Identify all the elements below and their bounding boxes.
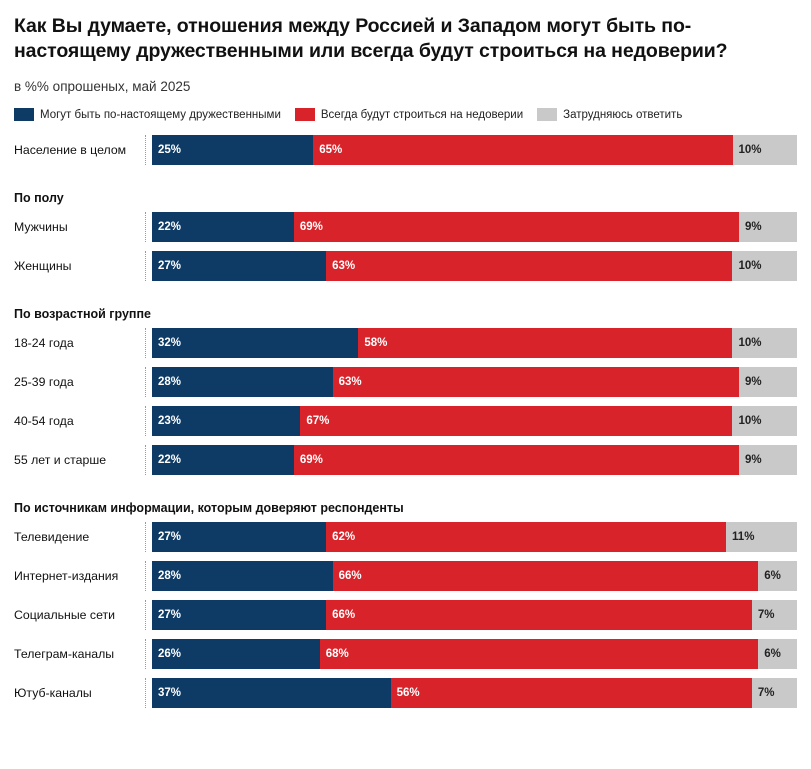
- bar-segment[interactable]: [333, 561, 759, 591]
- bar-segment-value: 27%: [158, 609, 182, 622]
- bar-segment[interactable]: [391, 678, 752, 708]
- stacked-bar: [152, 212, 797, 242]
- bar-segment-value: 7%: [757, 687, 775, 700]
- row-label: Население в целом: [14, 135, 146, 165]
- bar-segment[interactable]: [326, 600, 752, 630]
- bar-segment-value: 69%: [299, 454, 323, 467]
- stacked-bar: [152, 328, 797, 358]
- bar-segment-value: 9%: [744, 454, 762, 467]
- bar-segment-value: 10%: [738, 260, 762, 273]
- bar-segment-value: 68%: [325, 648, 349, 661]
- bar-segment[interactable]: [732, 251, 797, 281]
- bar-segment-value: 11%: [732, 531, 755, 544]
- chart-row: [14, 522, 797, 552]
- legend-item[interactable]: [14, 108, 281, 121]
- row-label: 18-24 года: [14, 328, 146, 358]
- stacked-bar: [152, 678, 797, 708]
- bar-segment[interactable]: [152, 600, 326, 630]
- bar-segment[interactable]: [294, 445, 739, 475]
- group-header: По полу: [14, 191, 64, 206]
- bar-segment[interactable]: [758, 639, 797, 669]
- bar-segment-value: 10%: [738, 144, 762, 157]
- bar-segment[interactable]: [358, 328, 732, 358]
- bar-segment[interactable]: [152, 561, 333, 591]
- chart-row: [14, 406, 797, 436]
- bar-segment[interactable]: [732, 406, 797, 436]
- bar-segment[interactable]: [152, 135, 313, 165]
- stacked-bar: [152, 251, 797, 281]
- bar-segment[interactable]: [152, 367, 333, 397]
- bar-segment[interactable]: [758, 561, 797, 591]
- bar-segment[interactable]: [326, 522, 726, 552]
- bar-segment[interactable]: [152, 406, 300, 436]
- bar-segment-value: 32%: [158, 337, 182, 350]
- bar-segment[interactable]: [152, 678, 391, 708]
- bar-segment-value: 63%: [332, 260, 356, 273]
- bar-segment-value: 22%: [158, 454, 182, 467]
- bar-segment[interactable]: [152, 212, 294, 242]
- stacked-bar: [152, 522, 797, 552]
- bar-segment[interactable]: [739, 445, 797, 475]
- bar-segment-value: 66%: [338, 570, 362, 583]
- bar-segment[interactable]: [152, 522, 326, 552]
- bar-segment-value: 25%: [158, 144, 182, 157]
- bar-segment-value: 22%: [158, 221, 182, 234]
- bar-segment[interactable]: [333, 367, 739, 397]
- legend-item-label: Могут быть по-настоящему дружественными: [40, 108, 281, 121]
- bar-segment-value: 28%: [158, 570, 182, 583]
- group-spacer: [14, 484, 797, 492]
- bar-segment-value: 9%: [744, 221, 762, 234]
- group-spacer: [14, 290, 797, 298]
- legend-item-label: Затрудняюсь ответить: [563, 108, 683, 121]
- chart-row: [14, 367, 797, 397]
- bar-segment[interactable]: [732, 328, 797, 358]
- bar-segment[interactable]: [313, 135, 732, 165]
- bar-segment-value: 7%: [757, 609, 775, 622]
- legend-item[interactable]: [537, 108, 682, 121]
- bar-segment[interactable]: [152, 251, 326, 281]
- chart-row: [14, 328, 797, 358]
- row-label: Женщины: [14, 251, 146, 281]
- bar-segment-value: 62%: [332, 531, 356, 544]
- chart-rows: [14, 135, 797, 708]
- row-label: Интернет-издания: [14, 561, 146, 591]
- row-label: 25-39 года: [14, 367, 146, 397]
- bar-segment-value: 65%: [319, 144, 343, 157]
- stacked-bar: [152, 600, 797, 630]
- bar-segment[interactable]: [152, 328, 358, 358]
- legend-item-label: Всегда будут строиться на недоверии: [320, 108, 524, 121]
- bar-segment-value: 37%: [158, 687, 182, 700]
- chart-row: [14, 678, 797, 708]
- bar-segment-value: 56%: [396, 687, 420, 700]
- group-header: По источникам информации, которым доверяют респонденты: [14, 501, 404, 516]
- stacked-bar: [152, 406, 797, 436]
- bar-segment[interactable]: [326, 251, 732, 281]
- row-label: 55 лет и старше: [14, 445, 146, 475]
- chart-row: [14, 445, 797, 475]
- legend-swatch-icon: [537, 108, 557, 121]
- bar-segment-value: 69%: [299, 221, 323, 234]
- chart-legend: [14, 108, 797, 121]
- chart-subtitle: в %% опрошеных, май 2025: [14, 79, 191, 95]
- chart-row: [14, 561, 797, 591]
- legend-swatch-icon: [295, 108, 315, 121]
- group-header: По возрастной группе: [14, 307, 151, 322]
- bar-segment-value: 27%: [158, 260, 182, 273]
- bar-segment[interactable]: [726, 522, 797, 552]
- stacked-bar: [152, 445, 797, 475]
- bar-segment-value: 10%: [738, 337, 762, 350]
- stacked-bar: [152, 135, 797, 165]
- legend-item[interactable]: [295, 108, 523, 121]
- chart-row: [14, 639, 797, 669]
- bar-segment-value: 27%: [158, 531, 182, 544]
- legend-swatch-icon: [14, 108, 34, 121]
- bar-segment-value: 26%: [158, 648, 182, 661]
- chart-row: [14, 600, 797, 630]
- bar-segment-value: 67%: [306, 415, 330, 428]
- bar-segment[interactable]: [152, 445, 294, 475]
- row-label: Телеграм-каналы: [14, 639, 146, 669]
- row-label: Телевидение: [14, 522, 146, 552]
- bar-segment-value: 9%: [744, 376, 762, 389]
- row-label: 40-54 года: [14, 406, 146, 436]
- row-label: Ютуб-каналы: [14, 678, 146, 708]
- bar-segment-value: 23%: [158, 415, 182, 428]
- row-label: Социальные сети: [14, 600, 146, 630]
- chart-row: [14, 135, 797, 165]
- bar-segment-value: 6%: [764, 648, 781, 661]
- group-spacer: [14, 174, 797, 182]
- stacked-bar: [152, 639, 797, 669]
- bar-segment[interactable]: [300, 406, 732, 436]
- bar-segment[interactable]: [320, 639, 759, 669]
- chart-row: [14, 212, 797, 242]
- bar-segment[interactable]: [752, 600, 797, 630]
- chart-row: [14, 251, 797, 281]
- page-title: Как Вы думаете, отношения между Россией и Западом могут быть по-настоящему дружественными или всегда будут строиться на недоверии?: [14, 15, 728, 62]
- bar-segment-value: 58%: [364, 337, 388, 350]
- bar-segment-value: 66%: [332, 609, 356, 622]
- bar-segment-value: 28%: [158, 376, 182, 389]
- bar-segment[interactable]: [294, 212, 739, 242]
- bar-segment[interactable]: [739, 367, 797, 397]
- bar-segment[interactable]: [752, 678, 797, 708]
- stacked-bar: [152, 367, 797, 397]
- bar-segment[interactable]: [152, 639, 320, 669]
- bar-segment-value: 6%: [764, 570, 781, 583]
- bar-segment-value: 63%: [338, 376, 362, 389]
- stacked-bar: [152, 561, 797, 591]
- row-label: Мужчины: [14, 212, 146, 242]
- bar-segment-value: 10%: [738, 415, 762, 428]
- bar-segment[interactable]: [739, 212, 797, 242]
- bar-segment[interactable]: [733, 135, 798, 165]
